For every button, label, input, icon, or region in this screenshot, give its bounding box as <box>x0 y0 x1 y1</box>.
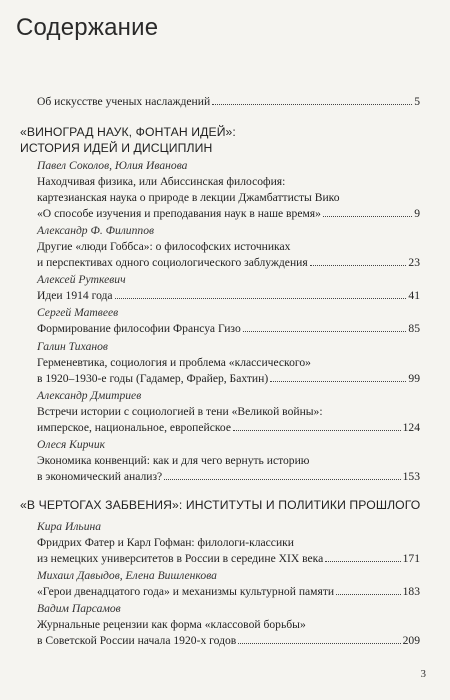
toc-entry <box>37 601 420 649</box>
page-folio: 3 <box>420 668 426 680</box>
leader-dots <box>212 103 412 105</box>
entry-author: Сергей Матвеев <box>37 306 119 319</box>
entry-author: Павел Соколов, Юлия Иванова <box>37 159 188 172</box>
leader-dots <box>323 215 412 217</box>
leader-dots <box>164 478 400 480</box>
entry-title: Об искусстве ученых наслаждений <box>37 95 211 108</box>
entry-title-line: из немецких университетов в России в середине XIX века <box>37 552 324 565</box>
leader-dots <box>115 297 407 299</box>
toc-entry <box>37 305 420 337</box>
entry-final-line <box>37 321 420 337</box>
toc-entry <box>37 158 420 222</box>
page-number: 9 <box>414 207 420 220</box>
entry-title-line: в Советской России начала 1920-х годов <box>37 634 237 647</box>
entry-final-line <box>37 420 420 436</box>
entry-author: Вадим Парсамов <box>37 602 121 615</box>
entry-author: Алексей Руткевич <box>37 273 126 286</box>
section-heading-1 <box>20 124 430 156</box>
entry-title-line: «Герои двенадцатого года» и механизмы культурной памяти <box>37 585 335 598</box>
entry-author: Александр Дмитриев <box>37 389 142 402</box>
section-heading-line: «В ЧЕРТОГАХ ЗАБВЕНИЯ»: ИНСТИТУТЫ И ПОЛИТИКИ ПРОШЛОГО <box>20 498 421 512</box>
entry-title-line: Находчивая физика, или Абиссинская философия: <box>37 175 286 188</box>
page-title: Содержание <box>16 14 159 41</box>
entry-final-line <box>37 371 420 387</box>
entry-title-line: «О способе изучения и преподавания наук в наше время» <box>37 207 321 220</box>
leader-dots <box>233 429 401 431</box>
page-number: 99 <box>408 372 420 385</box>
entry-title-line: и перспективах одного социологического заблуждения <box>37 256 308 269</box>
section-heading-line: ИСТОРИЯ ИДЕЙ И ДИСЦИПЛИН <box>20 141 213 155</box>
entry-author: Кира Ильина <box>37 520 102 533</box>
entry-title-line: Экономика конвенций: как и для чего вернуть историю <box>37 454 310 467</box>
toc-entry <box>37 568 420 600</box>
section-heading-2 <box>20 497 430 513</box>
entry-final-line <box>37 255 420 271</box>
toc-entry <box>37 437 420 485</box>
page-number: 153 <box>402 470 420 483</box>
entry-final-line <box>37 206 420 222</box>
entry-author: Галин Тиханов <box>37 340 108 353</box>
entry-title-line: имперское, национальное, европейское <box>37 421 231 434</box>
entry-author: Олеся Кирчик <box>37 438 106 451</box>
page-number: 41 <box>408 289 420 302</box>
leader-dots <box>336 593 400 595</box>
entry-title-line: Идеи 1914 года <box>37 289 113 302</box>
entry-final-line <box>37 551 420 567</box>
entry-final-line <box>37 469 420 485</box>
leader-dots <box>238 642 400 644</box>
entry-title-line: Другие «люди Гоббса»: о философских источниках <box>37 240 291 253</box>
page-number: 85 <box>408 322 420 335</box>
entry-final-line <box>37 633 420 649</box>
entry-title-line: Герменевтика, социология и проблема «классического» <box>37 356 311 369</box>
leader-dots <box>325 560 400 562</box>
section-heading-line: «ВИНОГРАД НАУК, ФОНТАН ИДЕЙ»: <box>20 125 236 139</box>
toc-entry <box>37 519 420 567</box>
entry-author: Александр Ф. Филиппов <box>37 224 155 237</box>
entry-title-line: Фридрих Фатер и Карл Гофман: филологи-классики <box>37 536 294 549</box>
entry-title-line: в экономический анализ? <box>37 470 163 483</box>
toc-entry-preface <box>37 94 420 110</box>
toc-entry <box>37 339 420 387</box>
entry-title-line: Встречи истории с социологией в тени «Великой войны»: <box>37 405 323 418</box>
entry-title-line: Формирование философии Франсуа Гизо <box>37 322 241 335</box>
page-number: 209 <box>402 634 420 647</box>
page-number: 5 <box>414 95 420 108</box>
page-number: 23 <box>408 256 420 269</box>
page-number: 183 <box>402 585 420 598</box>
leader-dots <box>243 330 407 332</box>
entry-title-line: в 1920–1930-е годы (Гадамер, Фрайер, Бахтин) <box>37 372 269 385</box>
entry-title-line: Журнальные рецензии как форма «классовой борьбы» <box>37 618 306 631</box>
entry-final-line <box>37 584 420 600</box>
entry-author: Михаил Давыдов, Елена Вишленкова <box>37 569 217 582</box>
entry-title-line: картезианская наука о природе в лекции Джамбаттисты Вико <box>37 191 340 204</box>
entry-final-line <box>37 288 420 304</box>
page-number: 124 <box>402 421 420 434</box>
leader-dots <box>270 380 406 382</box>
toc-entry <box>37 223 420 271</box>
page-number: 171 <box>402 552 420 565</box>
toc-entry <box>37 272 420 304</box>
leader-dots <box>310 264 407 266</box>
toc-entry <box>37 388 420 436</box>
